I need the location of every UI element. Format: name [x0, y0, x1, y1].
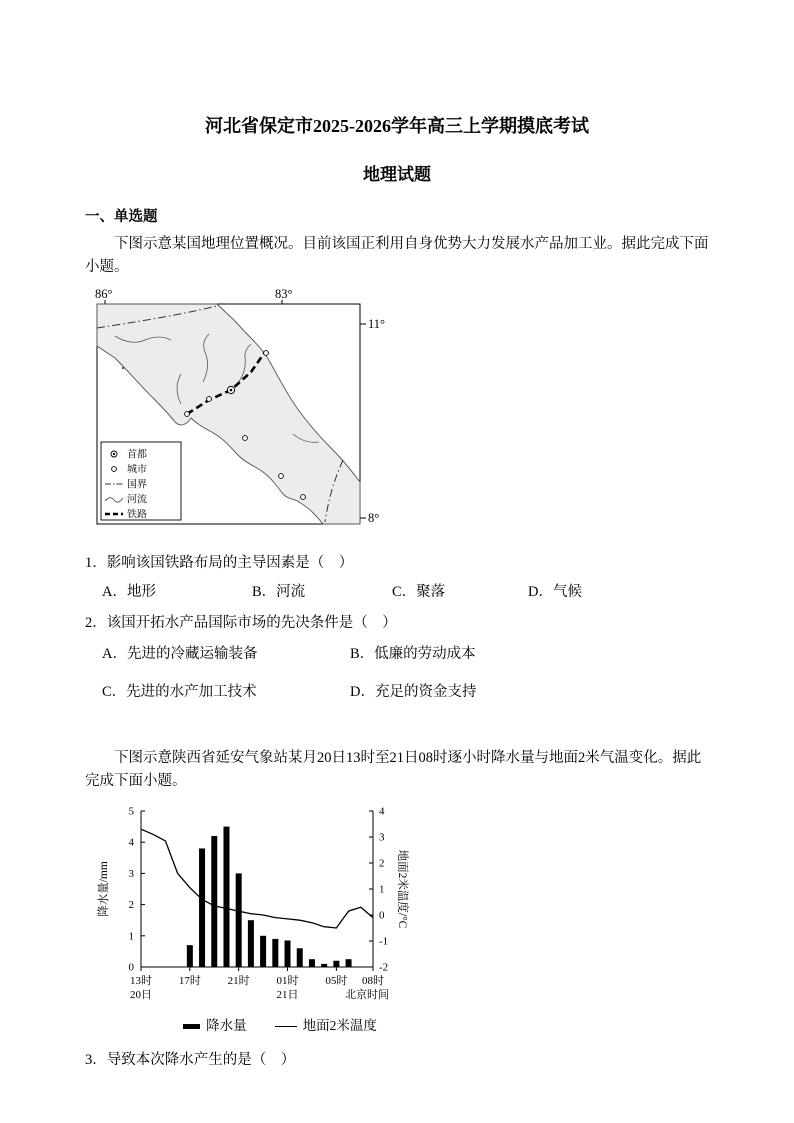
svg-text:1: 1	[128, 930, 134, 943]
svg-text:3: 3	[379, 831, 385, 844]
svg-text:地面2米温度/°C: 地面2米温度/°C	[396, 849, 408, 929]
svg-text:13时: 13时	[130, 975, 152, 988]
option-1c: C．聚落	[392, 583, 446, 600]
weather-chart-figure	[91, 799, 709, 1015]
legend-temperature-label: 地面2米温度	[302, 1018, 377, 1034]
map-lat-bottom-label: 8°	[368, 510, 380, 525]
question-1-stem: 1．影响该国铁路布局的主导因素是（ ）	[85, 554, 354, 571]
option-2c: C．先进的水产加工技术	[102, 684, 257, 701]
passage-1: 下图示意某国地理位置概况。目前该国正利用自身优势大力发展水产品加工业。据此完成下面小题。	[85, 236, 709, 276]
svg-text:1: 1	[379, 883, 385, 896]
svg-text:0: 0	[128, 961, 134, 974]
precipitation-temperature-chart	[91, 799, 421, 1007]
city-marker	[279, 473, 284, 478]
svg-text:北京时间: 北京时间	[345, 989, 389, 1002]
bar-swatch-icon	[183, 1024, 200, 1029]
legend-river-label: 河流	[127, 494, 147, 506]
svg-text:4: 4	[128, 836, 134, 849]
svg-text:2: 2	[379, 857, 385, 870]
city-marker	[264, 350, 269, 355]
legend-capital-label: 首都	[127, 449, 147, 461]
svg-text:2: 2	[128, 899, 134, 912]
svg-text:21日: 21日	[276, 989, 299, 1002]
svg-text:01时: 01时	[276, 975, 299, 988]
svg-text:4: 4	[379, 805, 385, 818]
legend-city-label: 城市	[127, 464, 147, 476]
legend-border-label: 国界	[127, 479, 147, 491]
country-map	[85, 286, 385, 536]
city-marker	[301, 494, 306, 499]
option-1a: A．地形	[102, 583, 156, 600]
city-marker	[185, 411, 190, 416]
legend-temperature	[275, 1015, 377, 1037]
map-legend	[101, 442, 181, 521]
legend-precipitation	[183, 1015, 247, 1037]
country-map-figure	[85, 286, 709, 544]
svg-text:20日: 20日	[130, 989, 152, 1002]
capital-marker	[227, 386, 234, 393]
section-heading: 一、单选题	[85, 208, 158, 225]
option-2b: B．低廉的劳动成本	[350, 646, 476, 663]
svg-text:17时: 17时	[178, 975, 201, 988]
option-2a: A．先进的冷藏运输装备	[102, 646, 258, 663]
legend-railway-label: 铁路	[127, 509, 147, 521]
svg-text:21时: 21时	[227, 975, 250, 988]
line-swatch-icon	[275, 1026, 297, 1027]
svg-text:0: 0	[379, 909, 385, 922]
map-lat-top-label: 11°	[368, 316, 385, 331]
question-3-stem: 3．导致本次降水产生的是（ ）	[85, 1051, 296, 1068]
svg-text:5: 5	[128, 805, 134, 818]
svg-text:-2: -2	[379, 961, 389, 974]
legend-precipitation-label: 降水量	[206, 1018, 247, 1034]
legend-city-icon	[112, 466, 117, 471]
svg-text:-1: -1	[379, 935, 389, 948]
page-subtitle: 地理试题	[363, 164, 431, 184]
svg-text:降水量/mm: 降水量/mm	[98, 861, 110, 917]
map-lon-right-label: 83°	[275, 286, 293, 301]
island	[122, 366, 124, 368]
svg-text:3: 3	[128, 867, 134, 880]
chart-legend	[115, 1015, 445, 1037]
city-marker	[207, 396, 212, 401]
option-1b: B．河流	[252, 583, 306, 600]
question-1-options	[85, 581, 709, 604]
option-1d: D．气候	[528, 583, 582, 600]
passage-2: 下图示意陕西省延安气象站某月20日13时至21日08时逐小时降水量与地面2米气温变化。据此完成下面小题。	[85, 749, 702, 789]
question-2-stem: 2．该国开拓水产品国际市场的先决条件是（ ）	[85, 615, 397, 632]
city-marker	[243, 435, 248, 440]
option-2d: D．充足的资金支持	[350, 684, 477, 701]
question-2-options	[85, 643, 709, 704]
map-lon-left-label: 86°	[95, 286, 113, 301]
page-title: 河北省保定市2025-2026学年高三上学期摸底考试	[205, 116, 589, 136]
svg-text:08时: 08时	[362, 975, 384, 988]
svg-text:05时: 05时	[325, 975, 348, 988]
